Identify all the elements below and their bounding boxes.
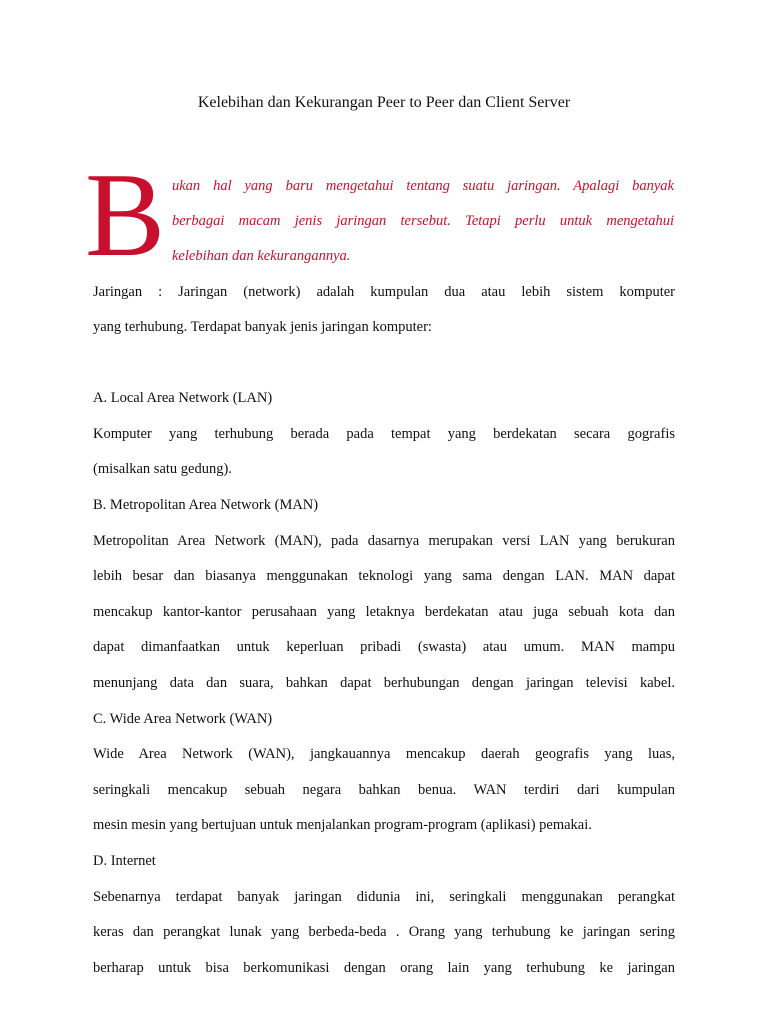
intro-line-1: ukan hal yang baru mengetahui tentang suatu jaringan. Apalagi banyak: [172, 178, 674, 194]
paragraph-line: Komputer yang terhubung berada pada tempat yang berdekatan secara gografis: [93, 426, 675, 442]
section-heading-man: B. Metropolitan Area Network (MAN): [93, 497, 319, 513]
paragraph-line: seringkali mencakup sebuah negara bahkan benua. WAN terdiri dari kumpulan: [93, 782, 675, 798]
paragraph-line: Wide Area Network (WAN), jangkauannya mencakup daerah geografis yang luas,: [93, 746, 675, 762]
paragraph-line: menunjang data dan suara, bahkan dapat berhubungan dengan jaringan televisi kabel.: [93, 675, 675, 691]
section-heading-wan: C. Wide Area Network (WAN): [93, 711, 273, 727]
paragraph-line: Jaringan : Jaringan (network) adalah kumpulan dua atau lebih sistem komputer: [93, 284, 675, 300]
section-heading-internet: D. Internet: [93, 853, 156, 869]
document-title: Kelebihan dan Kekurangan Peer to Peer dan Client Server: [197, 94, 571, 111]
paragraph-line: dapat dimanfaatkan untuk keperluan pribadi (swasta) atau umum. MAN mampu: [93, 639, 675, 655]
paragraph-line: yang terhubung. Terdapat banyak jenis jaringan komputer:: [93, 319, 432, 335]
paragraph-line: mencakup kantor-kantor perusahaan yang letaknya berdekatan atau juga sebuah kota dan: [93, 604, 675, 620]
paragraph-line: berharap untuk bisa berkomunikasi dengan orang lain yang terhubung ke jaringan: [93, 960, 675, 976]
intro-line-3: kelebihan dan kekurangannya.: [172, 248, 351, 264]
paragraph-line: Metropolitan Area Network (MAN), pada dasarnya merupakan versi LAN yang berukuran: [93, 533, 675, 549]
drop-cap-letter: B: [85, 148, 166, 281]
paragraph-line: mesin mesin yang bertujuan untuk menjalankan program-program (aplikasi) pemakai.: [93, 817, 592, 833]
paragraph-line: lebih besar dan biasanya menggunakan teknologi yang sama dengan LAN. MAN dapat: [93, 568, 675, 584]
intro-line-2: berbagai macam jenis jaringan tersebut. Tetapi perlu untuk mengetahui: [172, 213, 674, 229]
paragraph-line: (misalkan satu gedung).: [93, 461, 232, 477]
paragraph-line: keras dan perangkat lunak yang berbeda-beda . Orang yang terhubung ke jaringan sering: [93, 924, 675, 940]
paragraph-line: Sebenarnya terdapat banyak jaringan didunia ini, seringkali menggunakan perangkat: [93, 889, 675, 905]
section-heading-lan: A. Local Area Network (LAN): [93, 390, 273, 406]
